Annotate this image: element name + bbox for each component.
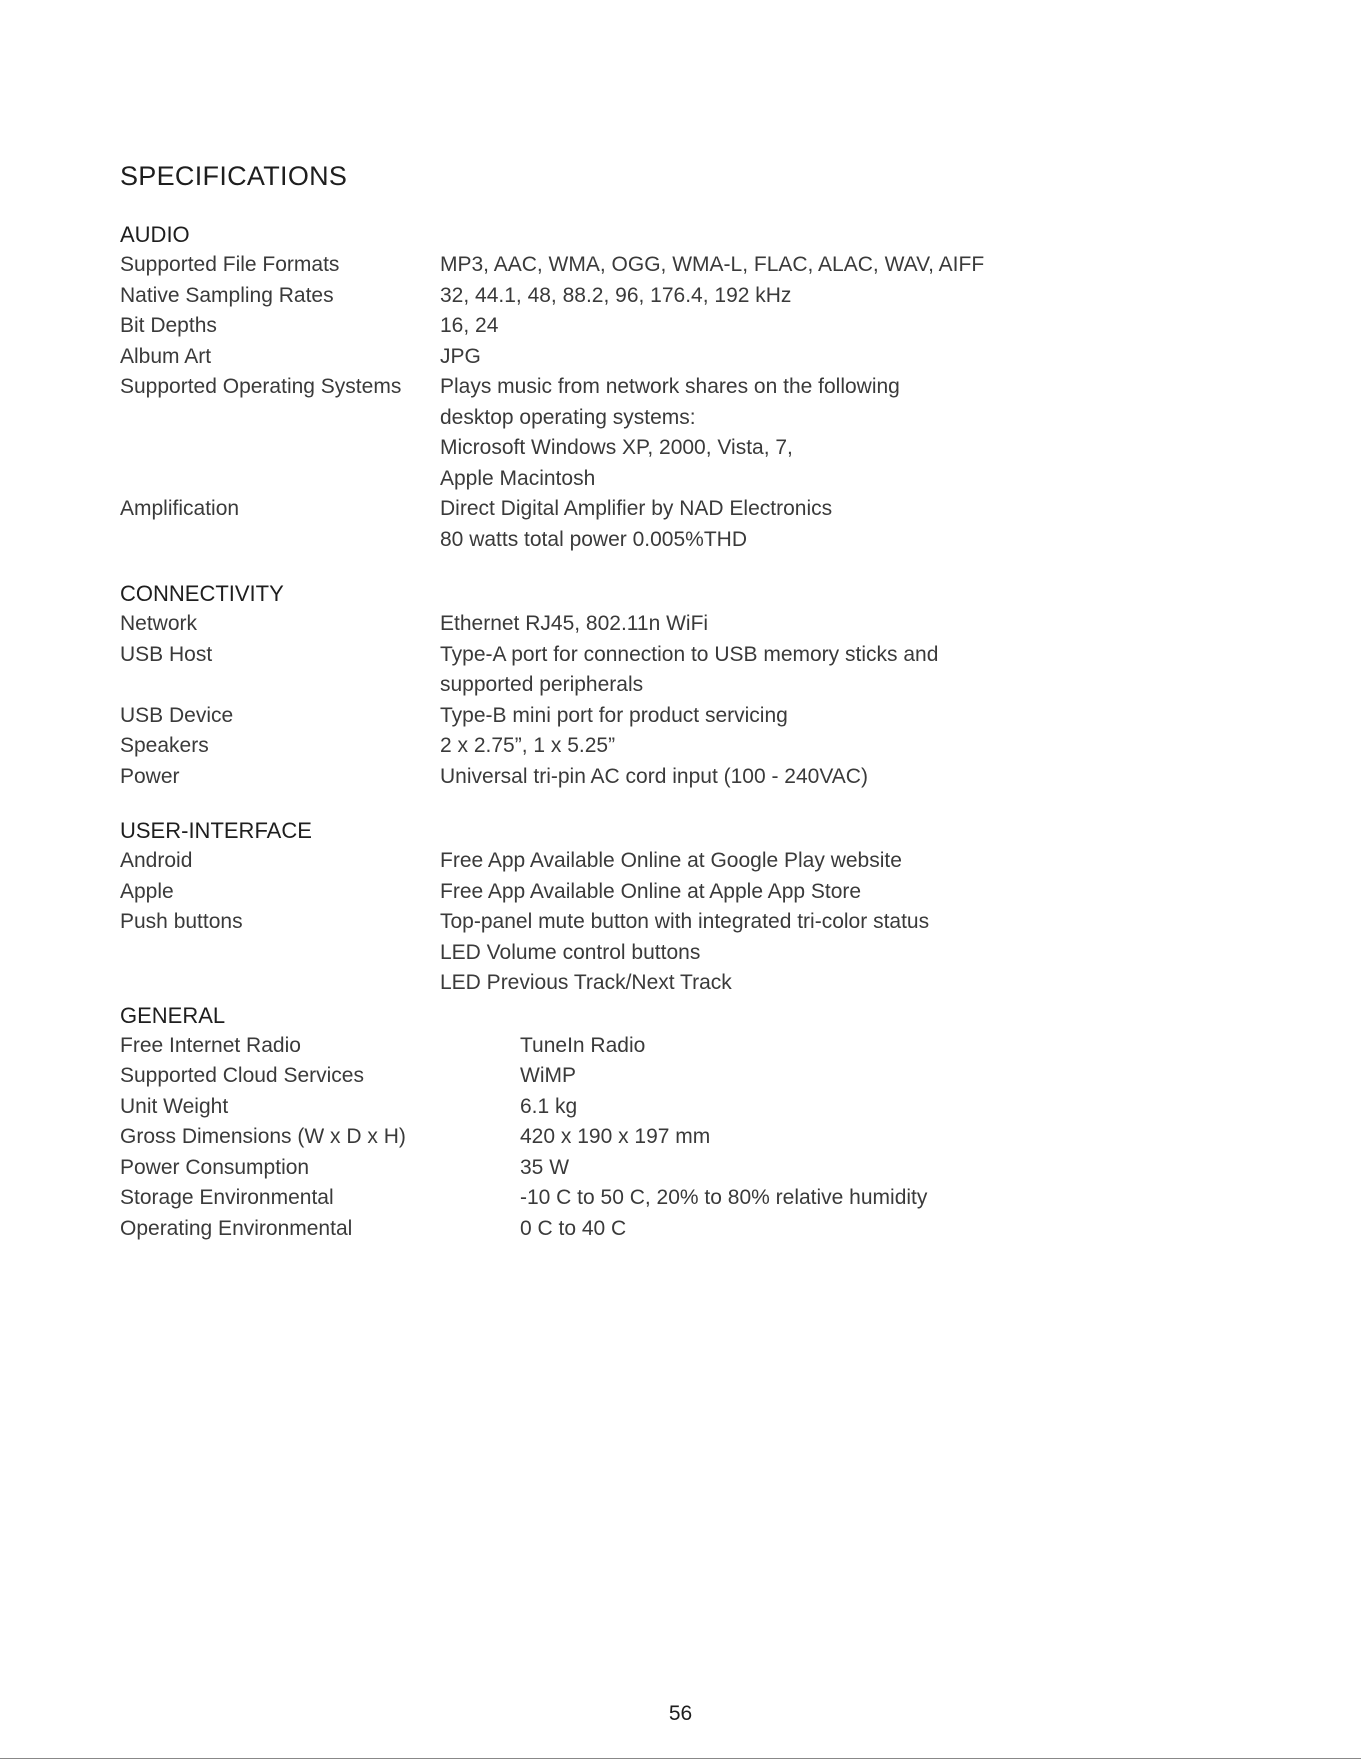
- spec-row: [120, 762, 1220, 793]
- spec-row: [120, 609, 1220, 640]
- spec-row: [120, 250, 1220, 281]
- section-heading: CONNECTIVITY: [120, 581, 284, 606]
- spec-row: [120, 701, 1220, 732]
- spec-label: Supported File Formats: [120, 253, 340, 276]
- spec-value: Universal tri-pin AC cord input (100 - 240VAC): [440, 764, 868, 788]
- spec-value: supported peripherals: [440, 673, 644, 696]
- spec-value: 16, 24: [440, 314, 499, 337]
- section-connectivity: [120, 579, 1220, 792]
- spec-value: Type-B mini port for product servicing: [440, 703, 788, 727]
- spec-page: [120, 160, 1220, 1274]
- spec-row: [120, 342, 1220, 373]
- spec-value: Top-panel mute button with integrated tri-color status: [440, 910, 930, 933]
- bottom-rule: [0, 1758, 1361, 1759]
- spec-value: 6.1 kg: [520, 1094, 578, 1118]
- spec-value: JPG: [440, 344, 481, 368]
- spec-label: Gross Dimensions (W x D x H): [120, 1125, 406, 1148]
- spec-row: [120, 1061, 1220, 1092]
- spec-value: TuneIn Radio: [520, 1033, 646, 1057]
- section-audio: [120, 220, 1220, 555]
- spec-value: -10 C to 50 C, 20% to 80% relative humidity: [520, 1186, 928, 1209]
- spec-value: 420 x 190 x 197 mm: [520, 1125, 711, 1148]
- section-user-interface: [120, 816, 1220, 999]
- spec-row: [120, 1092, 1220, 1123]
- spec-label: Apple: [120, 879, 174, 903]
- spec-row: [120, 1214, 1220, 1245]
- spec-value: desktop operating systems:: [440, 405, 696, 429]
- section-heading: GENERAL: [120, 1002, 226, 1028]
- spec-row: [120, 907, 1220, 999]
- spec-label: Unit Weight: [120, 1094, 229, 1118]
- page-number: 56: [668, 1702, 693, 1725]
- spec-value: 35 W: [520, 1155, 570, 1179]
- spec-label: Speakers: [120, 734, 209, 757]
- spec-value: 80 watts total power 0.005%THD: [440, 527, 747, 551]
- spec-label: Push buttons: [120, 910, 243, 933]
- spec-label: Operating Environmental: [120, 1216, 353, 1240]
- spec-value: Microsoft Windows XP, 2000, Vista, 7,: [440, 436, 793, 459]
- spec-row: [120, 281, 1220, 312]
- spec-label: USB Device: [120, 703, 234, 727]
- spec-row: [120, 846, 1220, 877]
- spec-row: [120, 731, 1220, 762]
- spec-value: Direct Digital Amplifier by NAD Electronics: [440, 497, 833, 520]
- spec-label: Android: [120, 849, 193, 872]
- spec-label: Supported Operating Systems: [120, 375, 402, 398]
- spec-label: USB Host: [120, 642, 213, 666]
- spec-value: Free App Available Online at Apple App Store: [440, 879, 862, 903]
- spec-value: 2 x 2.75”, 1 x 5.25”: [440, 734, 616, 757]
- spec-row: [120, 640, 1220, 701]
- spec-value: Ethernet RJ45, 802.11n WiFi: [440, 612, 709, 635]
- spec-row: [120, 1183, 1220, 1214]
- spec-value: MP3, AAC, WMA, OGG, WMA-L, FLAC, ALAC, WAV, AIFF: [440, 253, 985, 276]
- section-general: [120, 1001, 1220, 1245]
- spec-label: Storage Environmental: [120, 1186, 334, 1209]
- spec-row: [120, 1031, 1220, 1062]
- spec-label: Amplification: [120, 497, 240, 520]
- spec-value: Apple Macintosh: [440, 466, 596, 490]
- spec-value: 0 C to 40 C: [520, 1216, 627, 1240]
- spec-label: Native Sampling Rates: [120, 283, 334, 307]
- spec-row: [120, 494, 1220, 555]
- spec-label: Supported Cloud Services: [120, 1064, 364, 1087]
- spec-label: Free Internet Radio: [120, 1033, 301, 1057]
- spec-value: Type-A port for connection to USB memory sticks and: [440, 642, 939, 666]
- spec-row: [120, 1122, 1220, 1153]
- spec-label: Bit Depths: [120, 314, 217, 337]
- spec-row: [120, 877, 1220, 908]
- spec-value: 32, 44.1, 48, 88.2, 96, 176.4, 192 kHz: [440, 283, 792, 307]
- spec-label: Power: [120, 764, 180, 788]
- spec-value: Plays music from network shares on the following: [440, 375, 900, 398]
- spec-value: WiMP: [520, 1064, 576, 1087]
- spec-value: LED Previous Track/Next Track: [440, 971, 732, 994]
- spec-value: LED Volume control buttons: [440, 940, 701, 964]
- spec-row: [120, 311, 1220, 342]
- spec-label: Network: [120, 612, 198, 635]
- spec-row: [120, 372, 1220, 494]
- spec-value: Free App Available Online at Google Play website: [440, 849, 902, 872]
- spec-label: Album Art: [120, 344, 212, 368]
- section-heading: USER-INTERFACE: [120, 818, 312, 843]
- section-heading: AUDIO: [120, 222, 190, 247]
- spec-label: Power Consumption: [120, 1155, 310, 1179]
- page-title: SPECIFICATIONS: [120, 161, 348, 191]
- spec-row: [120, 1153, 1220, 1184]
